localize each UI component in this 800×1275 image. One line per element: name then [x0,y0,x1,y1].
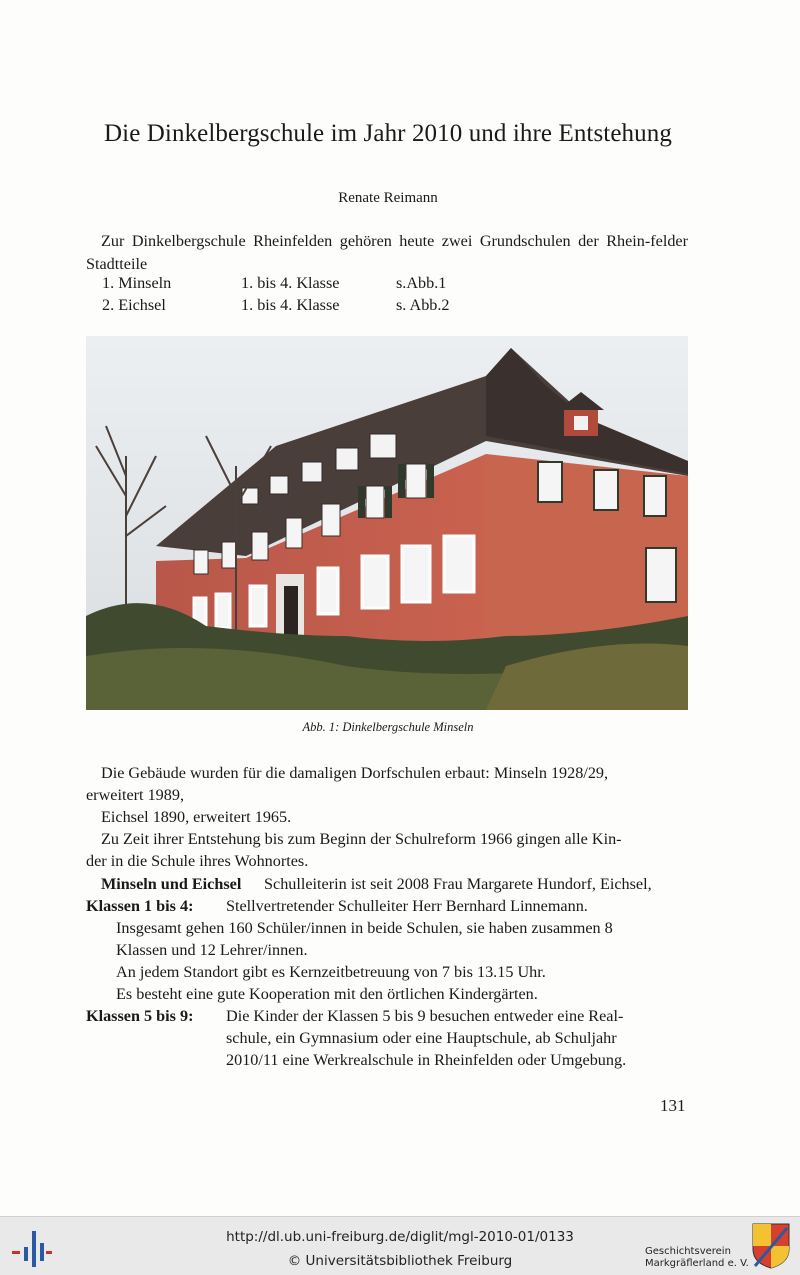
body-line: schule, ein Gymnasium oder eine Hauptschule, ab Schuljahr [226,1029,617,1047]
body-line: Insgesamt gehen 160 Schüler/innen in beide Schulen, sie haben zusammen 8 [116,919,613,937]
school-grades: 1. bis 4. Klasse [241,274,340,292]
coat-of-arms-icon [752,1223,790,1269]
society-name [645,1246,749,1270]
school-name: 1. Minseln [102,274,172,292]
body-line: Stellvertretender Schulleiter Herr Bernhard Linnemann. [226,897,588,915]
section-label: Klassen 5 bis 9: [86,1007,194,1025]
body-line: erweitert 1989, [86,786,184,804]
school-building-photo [86,336,688,710]
author-name: Renate Reimann [338,190,438,206]
school-name: 2. Eichsel [102,296,166,314]
section-label: Minseln und Eichsel [101,875,242,893]
society-line: Geschichtsverein [645,1246,731,1257]
body-line: Die Gebäude wurden für die damaligen Dorfschulen erbaut: Minseln 1928/29, [101,764,609,782]
body-line: An jedem Standort gibt es Kernzeitbetreuung von 7 bis 13.15 Uhr. [116,963,546,981]
body-line: Klassen und 12 Lehrer/innen. [116,941,308,959]
body-line: Eichsel 1890, erweitert 1965. [101,808,292,826]
body-line: 2010/11 eine Werkrealschule in Rheinfelden oder Umgebung. [226,1051,627,1069]
page-number: 131 [660,1096,686,1115]
section-label: Klassen 1 bis 4: [86,897,194,915]
school-grades: 1. bis 4. Klasse [241,296,340,314]
body-line: Schulleiterin ist seit 2008 Frau Margarete Hundorf, Eichsel, [264,875,652,893]
intro-paragraph: Zur Dinkelbergschule Rheinfelden gehören heute zwei Grundschulen der Rhein-felder Stadtteile [86,232,688,273]
society-line: Markgräflerland e. V. [645,1258,749,1269]
body-line: Die Kinder der Klassen 5 bis 9 besuchen entweder eine Real- [226,1007,624,1025]
school-figure-ref: s.Abb.1 [396,274,447,292]
document-url-link[interactable]: http://dl.ub.uni-freiburg.de/diglit/mgl-2010-01/0133 [226,1229,574,1245]
school-figure-ref: s. Abb.2 [396,296,450,314]
body-line: Es besteht eine gute Kooperation mit den örtlichen Kindergärten. [116,985,538,1003]
figure-caption: Abb. 1: Dinkelbergschule Minseln [302,720,474,734]
viewer-footer [0,1216,800,1275]
body-line: Zu Zeit ihrer Entstehung bis zum Beginn der Schulreform 1966 gingen alle Kin- [101,830,622,848]
body-line: der in die Schule ihres Wohnortes. [86,852,309,870]
page-title: Die Dinkelbergschule im Jahr 2010 und ihre Entstehung [104,120,672,147]
copyright-text: © Universitätsbibliothek Freiburg [287,1253,513,1269]
